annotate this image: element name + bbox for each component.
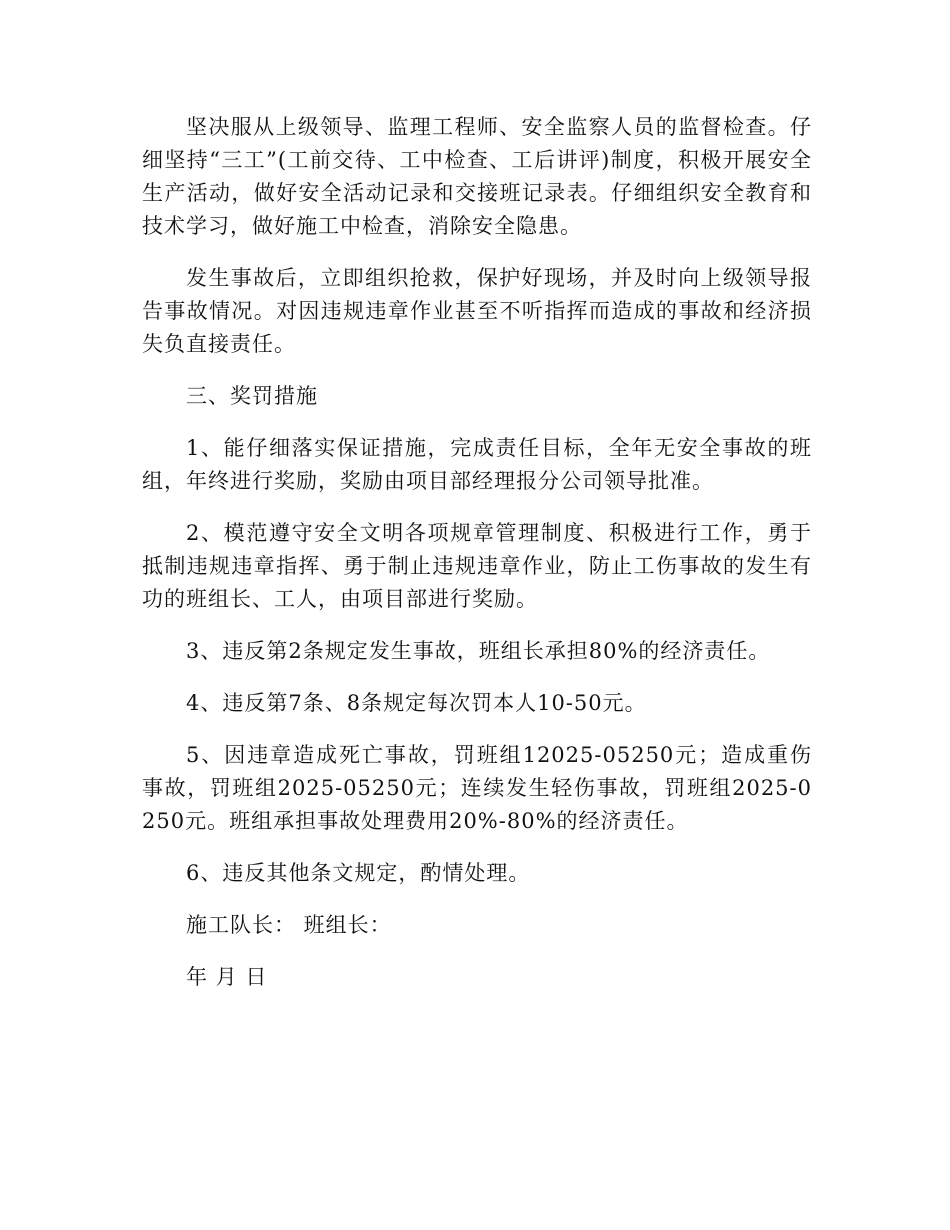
list-item-2: 2、模范遵守安全文明各项规章管理制度、积极进行工作，勇于抵制违规违章指挥、勇于制止违规违章作业，防止工伤事故的发生有功的班组长、工人，由项目部进行奖励。 bbox=[142, 521, 812, 611]
paragraph-accident-response: 发生事故后，立即组织抢救，保护好现场，并及时向上级领导报告事故情况。对因违规违章作业甚至不听指挥而造成的事故和经济损失负直接责任。 bbox=[142, 266, 812, 356]
list-item-1: 1、能仔细落实保证措施，完成责任目标，全年无安全事故的班组，年终进行奖励，奖励由项目部经理报分公司领导批准。 bbox=[142, 436, 812, 493]
section-heading-rewards-penalties: 三、奖罚措施 bbox=[186, 384, 318, 408]
signature-line: 施工队长： 班组长： bbox=[186, 913, 392, 937]
list-item-6: 6、违反其他条文规定，酌情处理。 bbox=[186, 861, 531, 885]
list-item-3: 3、违反第2条规定发生事故，班组长承担80%的经济责任。 bbox=[186, 639, 771, 663]
list-item-5: 5、因违章造成死亡事故，罚班组12025-05250元；造成重伤事故，罚班组2025-05250元；连续发生轻伤事故，罚班组2025-0250元。班组承担事故处理费用20%-80%的经济责任。 bbox=[142, 743, 812, 833]
paragraph-supervision: 坚决服从上级领导、监理工程师、安全监察人员的监督检查。仔细坚持“三工”(工前交待、工中检查、工后讲评)制度，积极开展安全生产活动，做好安全活动记录和交接班记录表。仔细组织安全教育和技术学习，做好施工中检查，消除安全隐患。 bbox=[142, 115, 812, 238]
list-item-4: 4、违反第7条、8条规定每次罚本人10-50元。 bbox=[186, 691, 647, 715]
document-body bbox=[142, 111, 812, 1013]
signature-date: 年 月 日 bbox=[186, 965, 268, 989]
